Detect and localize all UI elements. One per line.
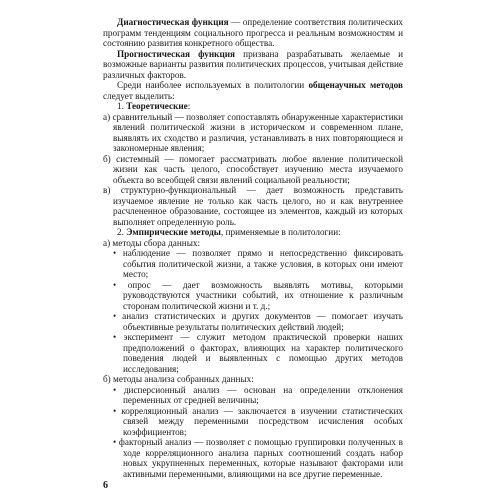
methods-term: общенаучных методов <box>308 80 403 90</box>
theoretical-term: Теоретические <box>126 101 188 111</box>
methods-pre: Среди наиболее используемых в политологии <box>117 80 309 90</box>
prognostic-paragraph <box>103 49 403 81</box>
diagnostic-paragraph <box>103 17 403 49</box>
prognostic-text: призвана разрабатывать желаемые и возможные варианты развития политических процессов, учитывая действие различных факторов. <box>103 48 403 80</box>
diagnostic-text: — определение соответствия политических программ тенденциям социального прогресса и реальным возможностям и состоянию развития конкретного общества. <box>103 17 404 48</box>
page-number: 6 <box>103 480 108 491</box>
theoretical-number: 1. <box>117 101 127 111</box>
methods-post: следует выделить: <box>103 90 175 101</box>
bullet-document-analysis: • анализ статистических и других документов — помогает изучать объективные результаты политических действий людей; <box>113 311 403 332</box>
empirical-item-b: б) методы анализа собранных данных: <box>103 374 254 384</box>
bullet-observation: • наблюдение — позволяет прямо и непосредственно фиксировать события политической жизни, а также условия, в которых они имеют место; <box>113 248 403 279</box>
bullet-experiment: • эксперимент — служит методом практической проверки наших предположений о факторах, влияющих на характер политического поведения людей и выявленных с помощью других методов исследования; <box>113 332 403 374</box>
bullet-survey: • опрос — дает возможность выявлять мотивы, которыми руководствуются участники событий, их отношение к различным сторонам политической жизни и т. д.; <box>113 279 403 311</box>
empirical-item-a: а) методы сбора данных: <box>103 237 201 248</box>
empirical-post: , применяемые в политологии: <box>220 227 341 237</box>
bullet-correlation-analysis: • корреляционный анализ — заключается в изучении статистических связей между переменными посредством исчисления особых коэффициентов; <box>113 405 403 437</box>
empirical-heading <box>103 227 403 238</box>
theoretical-colon: : <box>187 101 191 111</box>
theoretical-item-c: в) структурно-функциональный — дает возможность представить изучаемое явление не только как часть целого, но и как внутреннее расчлененное образование, состоящее из элементов, каждый из которых выполняет определенную роль. <box>103 185 403 227</box>
body-text <box>103 17 403 479</box>
methods-intro <box>103 80 403 101</box>
bullet-dispersion-analysis: • дисперсионный анализ — основан на определении отклонения переменных от средней величины; <box>113 384 403 405</box>
theoretical-heading <box>103 101 403 112</box>
diagnostic-term: Диагностическая функция <box>117 17 229 27</box>
empirical-number: 2. <box>117 227 127 237</box>
empirical-term: Эмпирические методы <box>126 227 221 237</box>
prognostic-term: Прогностическая функция <box>117 48 235 59</box>
theoretical-item-a: а) сравнительный — позволяет сопоставлять обнаруженные характеристики явлений политической жизни в историческом и современном плане, выявлять их сходство и различия, устанавливать в них повторяющиеся и закономерные явления; <box>103 111 403 153</box>
bullet-factor-analysis: • факторный анализ — позволяет с помощью группировки полученных в ходе корреляционного анализа парных соотношений создать набор новых укрупненных переменных, которые называют факторами или активными переменными, влияющими на все другие переменные. <box>113 437 403 479</box>
theoretical-item-b: б) системный — помогает рассматривать любое явление политической жизни как часть целого, способствует изучению места изучаемого объекта во всеобщей связи явлений социальной реальности; <box>103 153 403 185</box>
